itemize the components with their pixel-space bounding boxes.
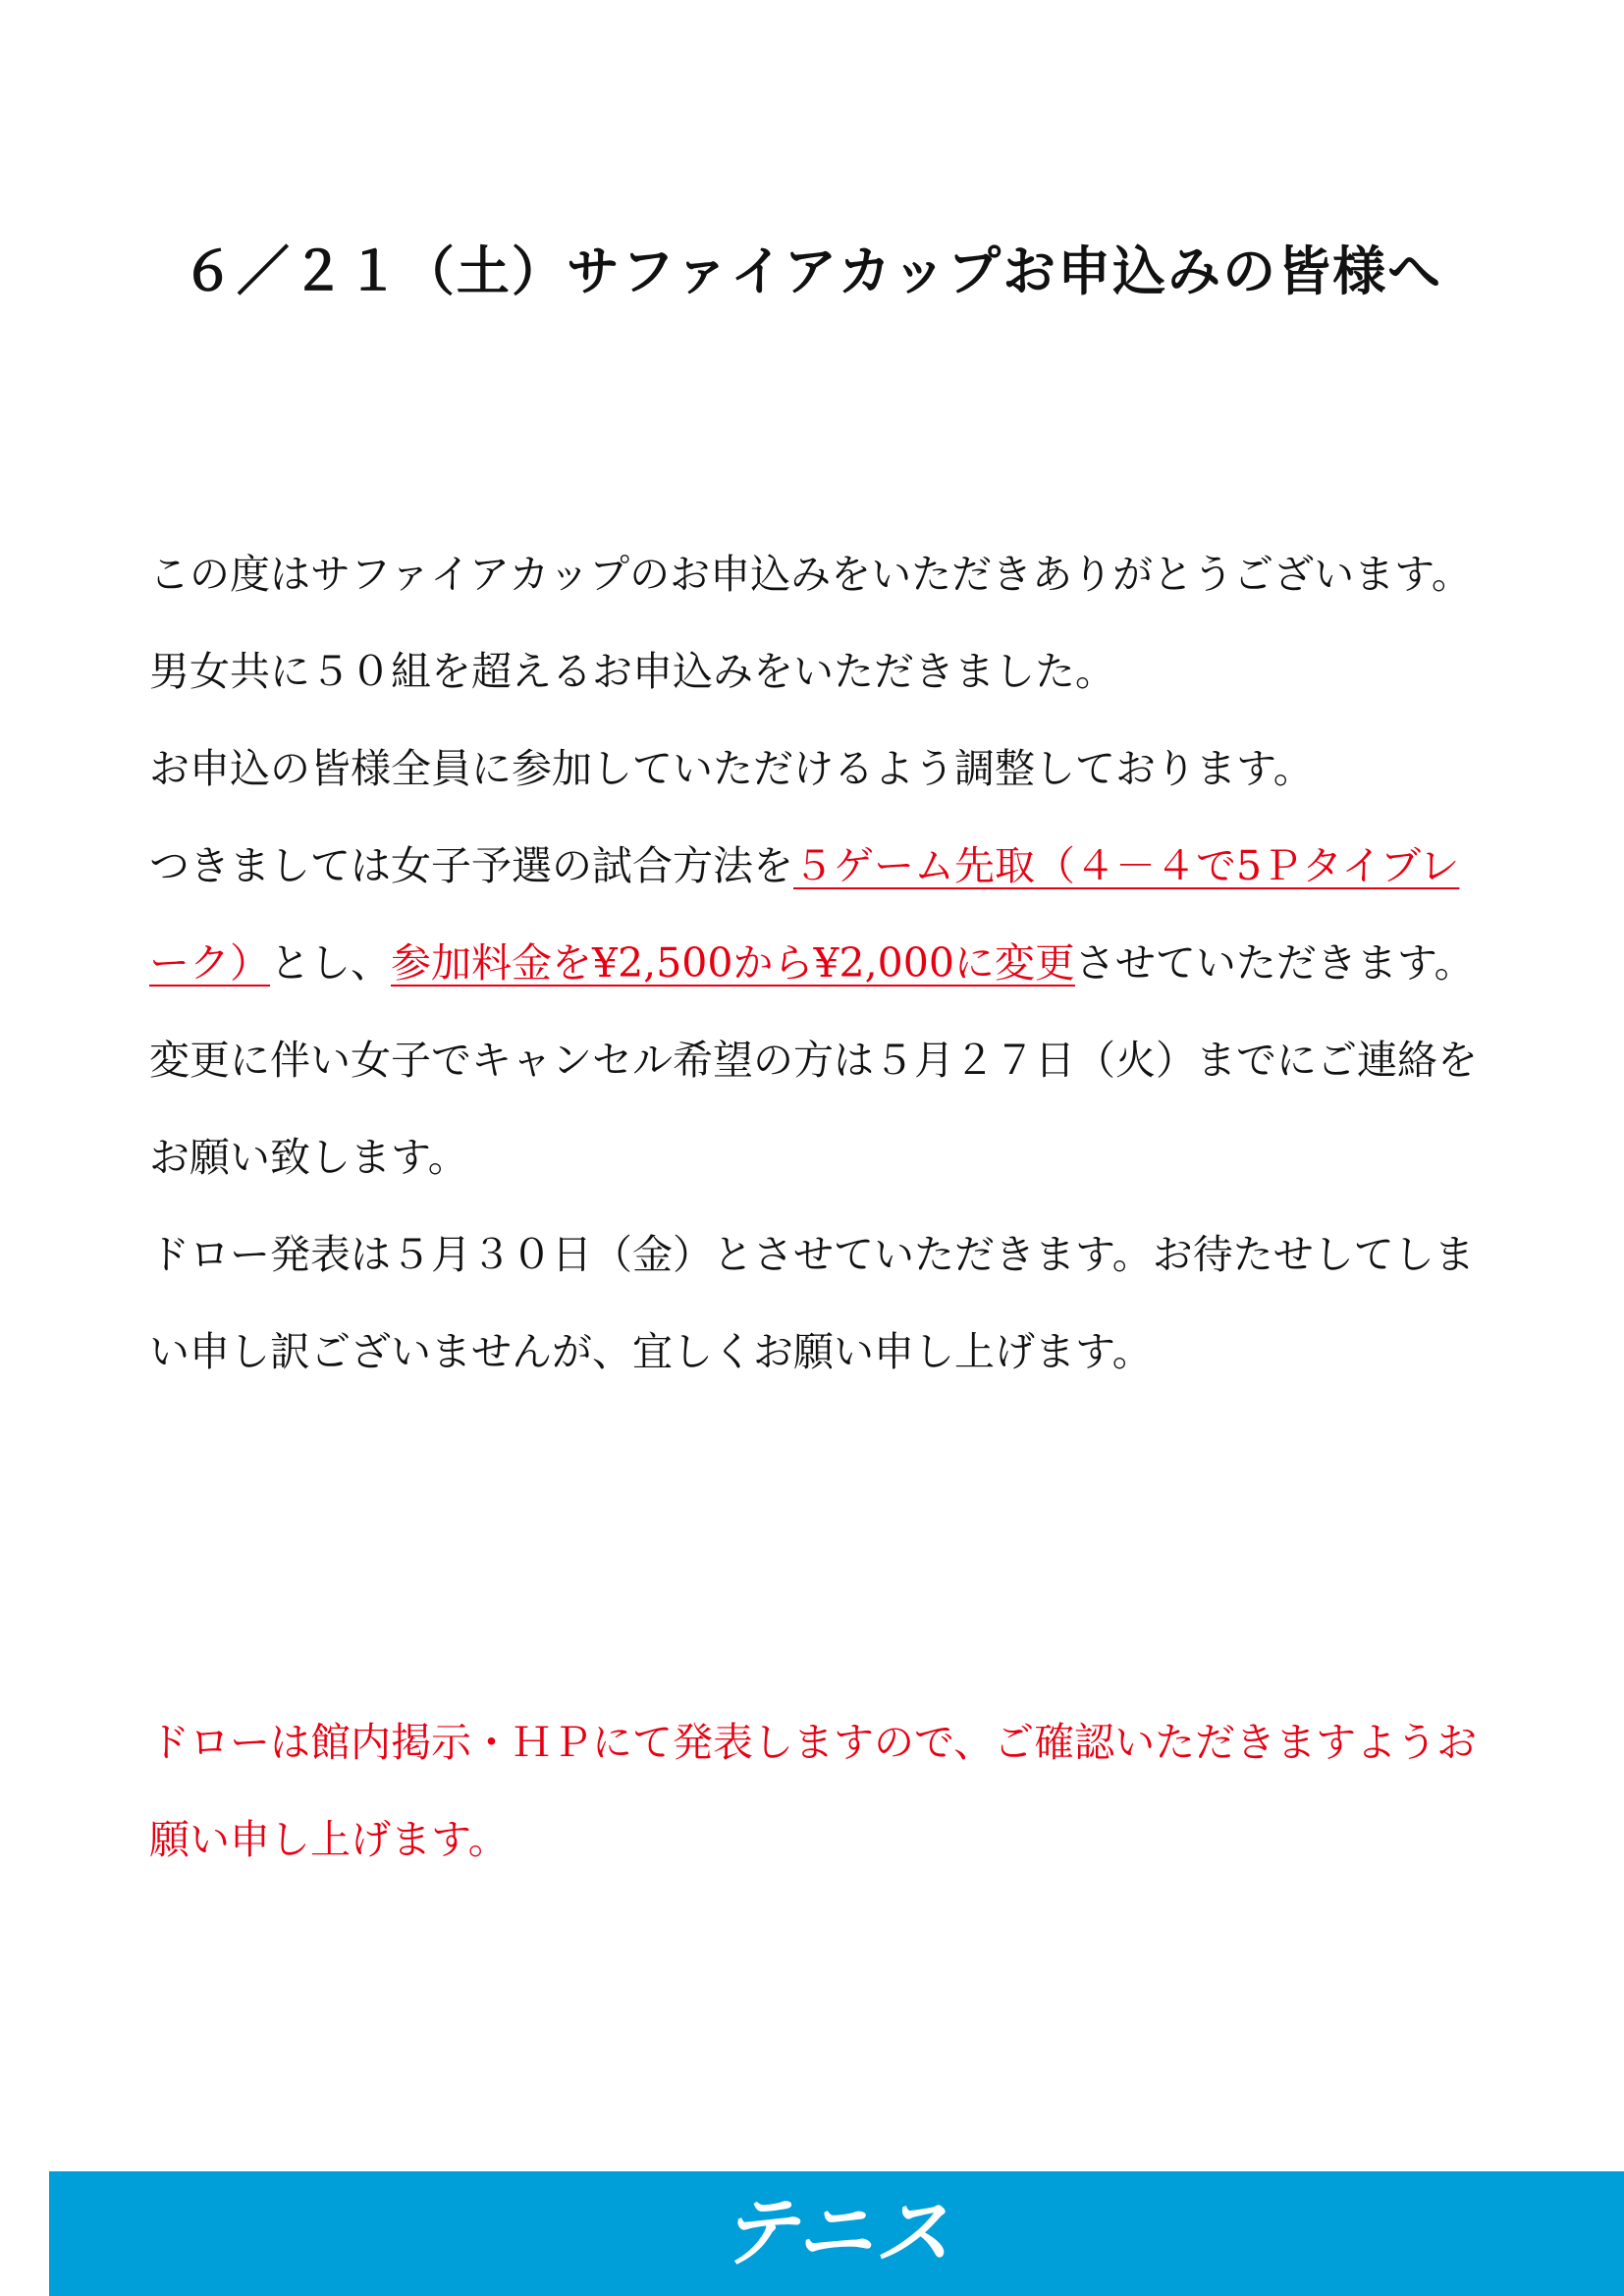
format-change-intro: つきましては女子予選の試合方法を xyxy=(149,842,793,889)
tennis-logo: テニス xyxy=(720,2189,953,2277)
footer-banner xyxy=(49,2171,1624,2296)
match-format-highlight: ５ゲーム先取（４－４で5Ｐタイブレーク） xyxy=(149,842,1460,987)
paragraph-thanks: この度はサファイアカップのお申込みをいただきありがとうございます。 xyxy=(149,551,1472,598)
draw-notice: ドローは館内掲示・ＨＰにて発表しますので、ご確認いただきますようお願い申し上げます。 xyxy=(149,1719,1478,1863)
paragraph-cancellation: 変更に伴い女子でキャンセル希望の方は５月２７日（火）までにご連絡をお願い致します。 xyxy=(149,1037,1478,1181)
announcement-body xyxy=(149,526,1485,1401)
paragraph-format-change xyxy=(149,818,1485,1012)
page-title: ６／２１（土）サファイアカップお申込みの皆様へ xyxy=(181,240,1443,302)
fee-change-highlight: 参加料金を¥2,500から¥2,000に変更 xyxy=(391,939,1075,987)
format-change-ending: させていただきます。 xyxy=(1074,939,1475,987)
paragraph-applications: 男女共に５０組を超えるお申込みをいただきました。 xyxy=(149,648,1115,695)
paragraph-adjustment: お申込の皆様全員に参加していただけるよう調整しております。 xyxy=(149,745,1314,792)
paragraph-draw-date: ドロー発表は５月３０日（金）とさせていただきます。お待たせしてしまい申し訳ございませんが、宜しくお願い申し上げます。 xyxy=(149,1231,1475,1375)
format-change-connector: とし、 xyxy=(270,939,391,987)
